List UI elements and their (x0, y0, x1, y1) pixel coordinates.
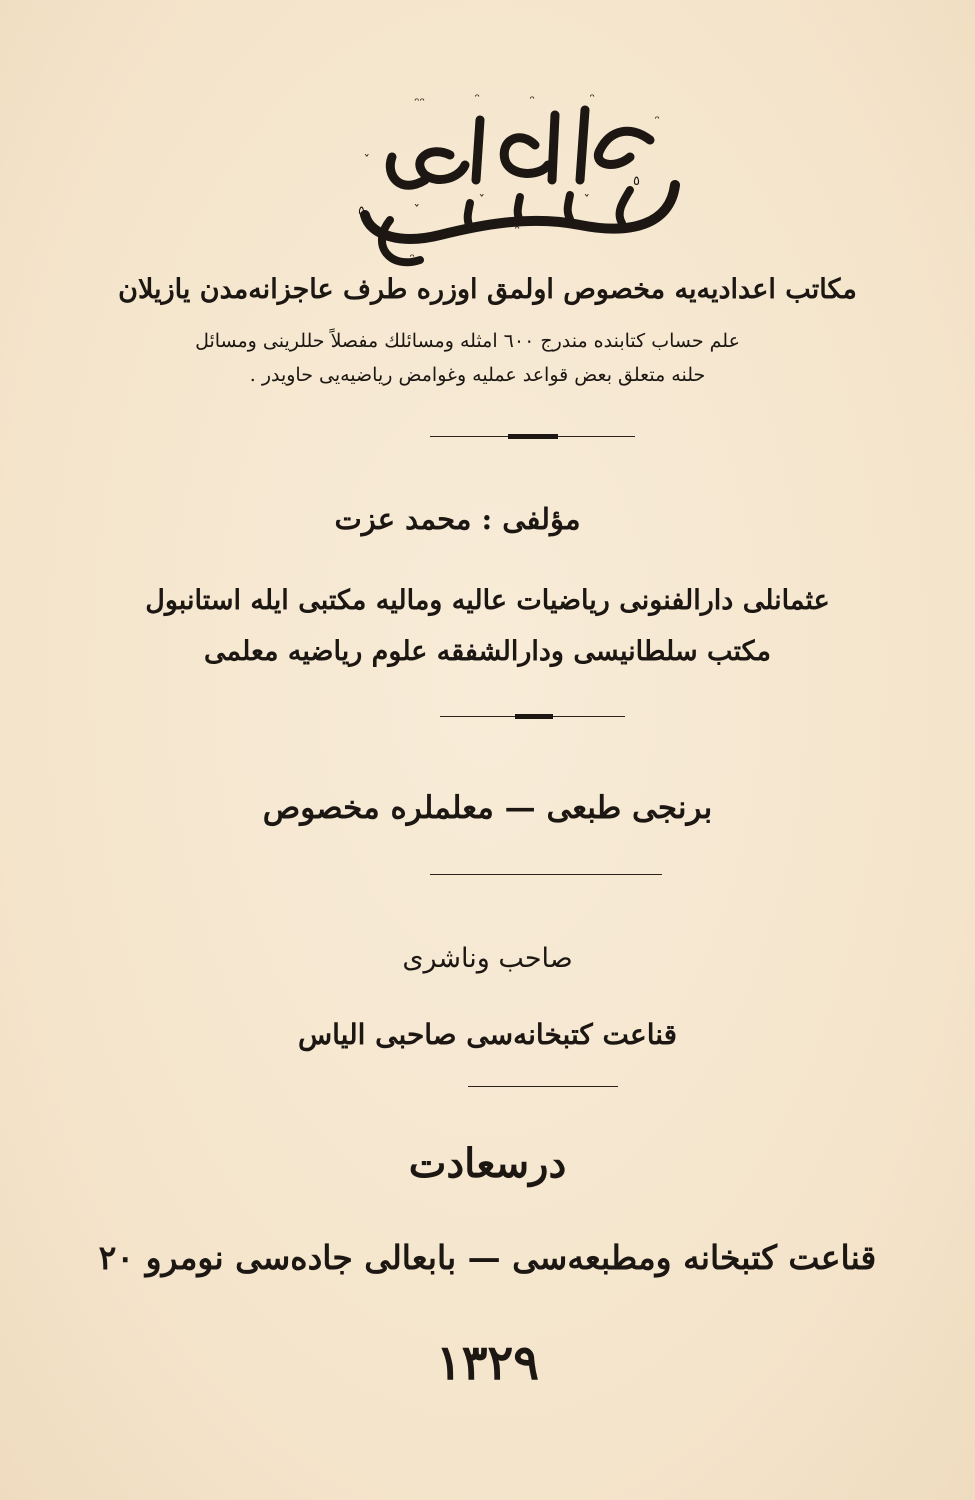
publisher-label: صاحب وناشری (402, 943, 573, 974)
svg-text:ˇ: ˇ (413, 204, 420, 219)
svg-text:ᵔ: ᵔ (514, 224, 520, 239)
svg-text:ᵔ: ᵔ (654, 114, 660, 129)
svg-text:ᵔᵔ: ᵔᵔ (414, 96, 425, 111)
divider-1-center (508, 434, 558, 439)
divider-4 (468, 1086, 618, 1087)
publisher-name: قناعت کتبخانه‌سی صاحبی الیاس (297, 1018, 678, 1051)
divider-3 (430, 874, 662, 875)
affiliation-line-2: مکتب سلطانیسی ودارالشفقه علوم ریاضیه معلمی (203, 636, 771, 667)
press-address: قناعت کتبخانه ومطبعه‌سی — بابعالی جاده‌سی نومرو ٢٠ (98, 1238, 877, 1277)
city: درسعادت (408, 1140, 567, 1187)
svg-text:٥: ٥ (358, 204, 365, 219)
svg-text:ˇ: ˇ (363, 154, 370, 169)
description-line-2: حلنه متعلق بعض قواعد عملیه وغوامض ریاضیه‌یی حاویدر . (249, 364, 706, 386)
svg-text:ᵔ: ᵔ (474, 92, 480, 107)
author: مؤلفی : محمد عزت (334, 502, 581, 536)
description-line-1: علم حساب کتابنده مندرج ٦٠٠ امثله ومسائلك مفصلاً حللرینی ومسائل (195, 330, 740, 352)
divider-2-center (515, 714, 553, 719)
calligraphic-title (330, 85, 700, 275)
svg-text:ᵔ: ᵔ (589, 92, 595, 107)
svg-text:ˇ: ˇ (478, 194, 485, 209)
subtitle: مکاتب اعدادیه‌یه مخصوص اولمق اوزره طرف عاجزانه‌مدن یازیلان (118, 274, 857, 305)
svg-text:٥: ٥ (633, 174, 640, 189)
affiliation-line-1: عثمانلی دارالفنونی ریاضیات عالیه ومالیه مکتبی ایله استانبول (145, 585, 830, 616)
svg-text:ˇ: ˇ (583, 194, 590, 209)
edition: برنجی طبعی — معلملره مخصوص (262, 790, 713, 826)
svg-text:ᵔ: ᵔ (529, 94, 535, 109)
publication-year: ١٣٢٩ (435, 1335, 540, 1391)
svg-text:ᵔ: ᵔ (409, 252, 415, 267)
title-calligraphy (330, 85, 700, 275)
